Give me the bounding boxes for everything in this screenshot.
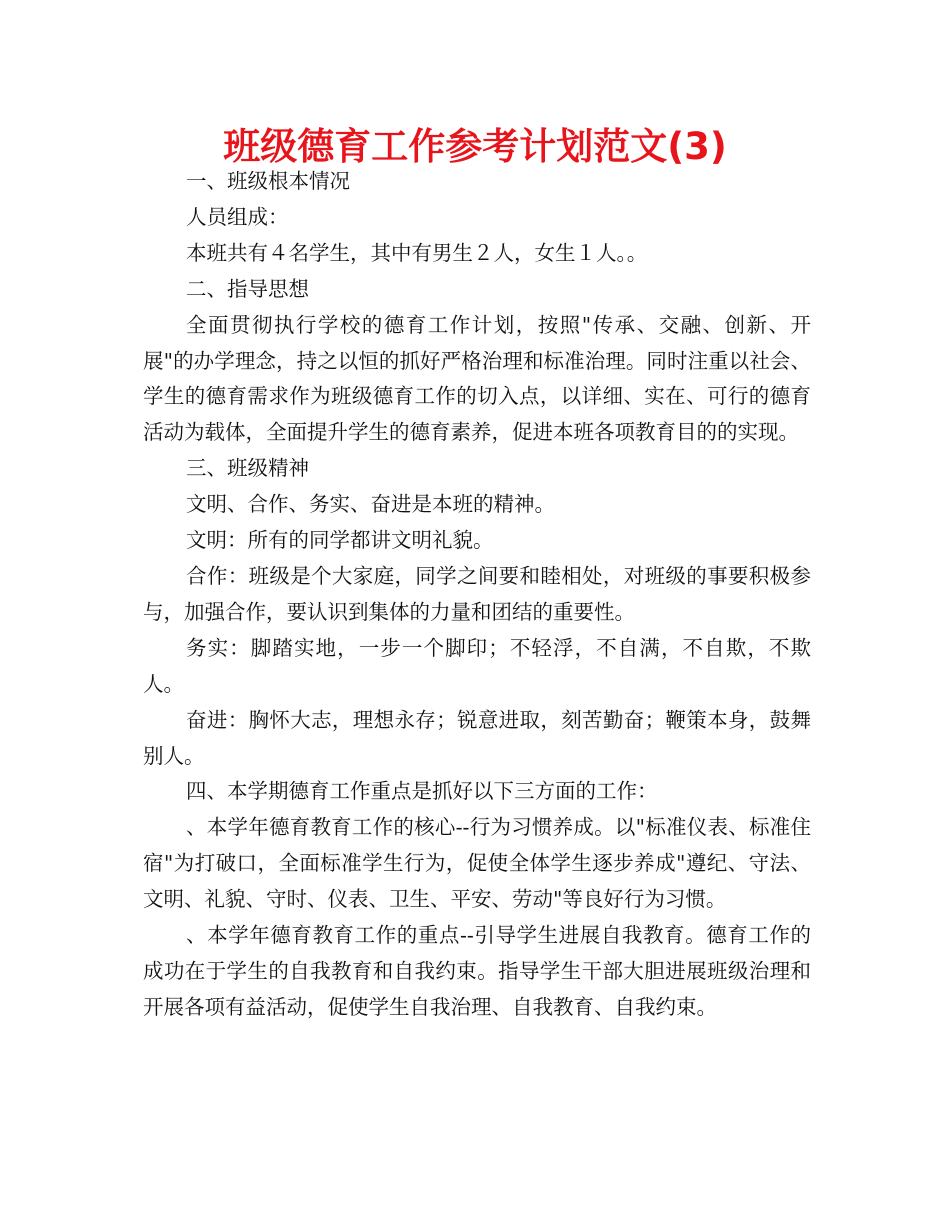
section-heading-2: 二、指导思想 (186, 276, 309, 301)
paragraph-focus-2: 、本学年德育教育工作的重点--引导学生进展自我教育。德育工作的成功在于学生的自我教育和自我约束。指导学生干部大胆进展班级治理和开展各项有益活动，促使学生自我治理、自我教育、自我约束。 (143, 923, 811, 1019)
paragraph-spirit: 文明、合作、务实、奋进是本班的精神。 (186, 492, 555, 517)
paragraph-pragmatism: 务实：脚踏实地，一步一个脚印；不轻浮，不自满，不自欺，不欺人。 (143, 635, 811, 696)
paragraph-members-label: 人员组成： (186, 204, 289, 229)
section-heading-1: 一、班级根本情况 (186, 169, 350, 193)
paragraph-progress: 奋进：胸怀大志，理想永存；锐意进取，刻苦勤奋；鞭策本身，鼓舞别人。 (143, 707, 811, 768)
paragraph-civility: 文明：所有的同学都讲文明礼貌。 (186, 528, 494, 553)
section-heading-3: 三、班级精神 (186, 456, 309, 481)
paragraph-focus-1: 、本学年德育教育工作的核心--行为习惯养成。以"标准仪表、标准住宿"为打破口，全面标准学生行为，促使全体学生逐步养成"遵纪、守法、文明、礼貌、守时、仪表、卫生、平安、劳动"等良好行为习惯。 (143, 815, 811, 912)
document-body (143, 164, 811, 1026)
paragraph-members: 本班共有４名学生，其中有男生２人，女生１人。。 (186, 240, 648, 265)
paragraph-guiding-thought: 全面贯彻执行学校的德育工作计划，按照"传承、交融、创新、开展"的办学理念，持之以恒的抓好严格治理和标准治理。同时注重以社会、学生的德育需求作为班级德育工作的切入点，以详细、实在、可行的德育活动为载体，全面提升学生的德育素养，促进本班各项教育目的的实现。 (143, 312, 811, 445)
document-title: 班级德育工作参考计划范文(3) (223, 125, 727, 168)
paragraph-cooperation: 合作：班级是个大家庭，同学之间要和睦相处，对班级的事要积极参与，加强合作，要认识到集体的力量和团结的重要性。 (143, 563, 811, 624)
section-heading-4: 四、本学期德育工作重点是抓好以下三方面的工作： (186, 779, 658, 804)
